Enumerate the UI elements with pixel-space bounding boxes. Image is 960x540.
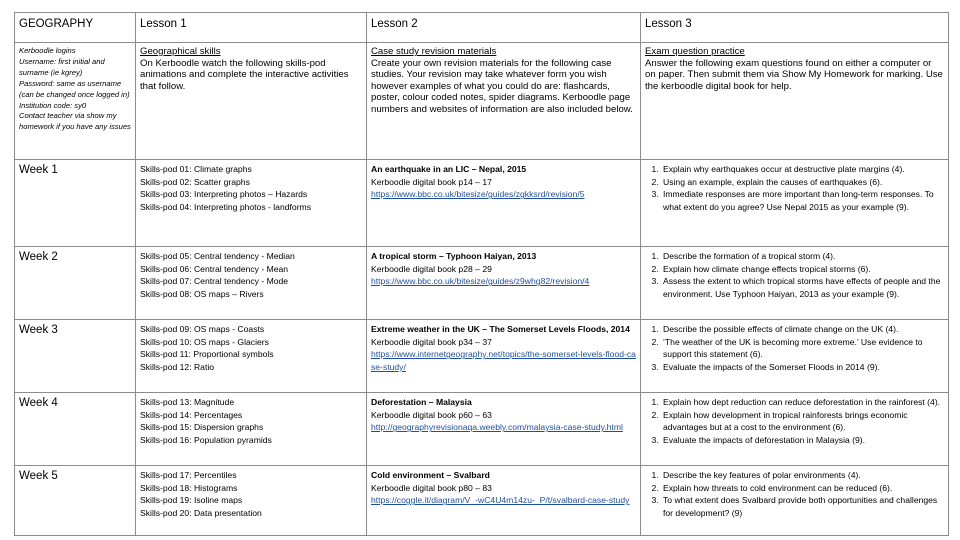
lesson-2-intro [367,43,641,160]
case-study-title: Extreme weather in the UK – The Somerset Levels Floods, 2014 [371,324,630,334]
case-study [367,320,641,393]
case-study-link[interactable]: https://www.bbc.co.uk/bitesize/guides/zgkksrd/revision/5 [371,189,585,200]
lesson-1-intro [136,43,367,160]
week-row [15,320,949,393]
lesson-3-intro [641,43,949,160]
case-study-title: An earthquake in an LIC – Nepal, 2015 [371,164,527,174]
week-row [15,466,949,536]
case-study-title: Deforestation – Malaysia [371,397,472,407]
skills-item: Skills-pod 20: Data presentation [140,507,262,518]
week-label: Week 5 [15,466,136,536]
exam-questions [641,320,949,393]
intro-row [15,43,949,160]
exam-question: 3. Evaluate the impacts of the Somerset Floods in 2014 (9). [661,361,944,374]
lesson-3-desc: Answer the following exam questions found on either a computer or on paper. Then submit them via Show My Homework for marking. Use the kerboodle digital book for help. [645,57,943,92]
exam-question: 1. Describe the key features of polar environments (4). [661,469,944,482]
skills-item: Skills-pod 15: Dispersion graphs [140,422,264,433]
exam-question: 3. To what extent does Svalbard provide both opportunities and challenges for development? (9) [661,494,944,519]
skills-item: Skills-pod 02: Scatter graphs [140,176,250,187]
exam-questions [641,393,949,466]
skills-item: Skills-pod 03: Interpreting photos – Hazards [140,189,308,200]
exam-question: 2. ‘The weather of the UK is becoming more extreme.’ Use evidence to support this statement (6). [661,336,944,361]
exam-question: 1. Explain how dept reduction can reduce deforestation in the rainforest (4). [661,396,944,409]
exam-question: 2. Explain how threats to cold environment can be reduced (6). [661,482,944,495]
exam-questions [641,160,949,247]
skills-item: Skills-pod 05: Central tendency - Median [140,251,295,261]
case-study-link[interactable]: https://www.bbc.co.uk/bitesize/guides/z9whg82/revision/4 [371,276,590,287]
week-label: Week 2 [15,247,136,320]
lesson-2-heading: Lesson 2 [367,13,641,43]
week-label: Week 4 [15,393,136,466]
skills-item: Skills-pod 12: Ratio [140,361,215,372]
logins-line: Username: first initial and surname (ie kgrey) [19,56,105,77]
lesson-1-title: Geographical skills [140,46,221,57]
logins-line: Password: same as username (can be changed once logged in) [19,78,130,99]
case-study-link[interactable]: https://coggle.it/diagram/V_-wC4U4m14zu-_P/t/svalbard-case-study [371,495,630,506]
exam-question: 1. Explain why earthquakes occur at destructive plate margins (4). [661,163,944,176]
case-study [367,160,641,247]
skills-item: Skills-pod 18: Histograms [140,482,238,493]
lesson-2-desc: Create your own revision materials for the following case studies. Your revision may take whatever form you wish however examples of what you could do are: flashcards, poster, colour coded notes, spider diagrams. Kerboodle page numbers and websites of information are also included below. [371,57,633,115]
case-study [367,393,641,466]
week-row [15,247,949,320]
logins-line: Institution code: sy0 [19,100,87,110]
case-study-link[interactable]: http://geographyrevisionaqa.weebly.com/malaysia-case-study.html [371,422,623,433]
exam-question: 2. Explain how climate change effects tropical storms (6). [661,263,944,276]
logins-line: Contact teacher via show my homework if you have any issues [19,111,131,132]
case-study-book: Kerboodle digital book p80 – 83 [371,482,492,493]
skills-list [136,466,367,536]
case-study-book: Kerboodle digital book p14 – 17 [371,176,492,187]
week-label: Week 3 [15,320,136,393]
exam-questions [641,247,949,320]
exam-question: 1. Describe the formation of a tropical storm (4). [661,250,944,263]
skills-item: Skills-pod 07: Central tendency - Mode [140,276,289,287]
exam-question: 3. Immediate responses are more important than long-term responses. To what extent do you agree? Use Nepal 2015 as your example (9). [661,188,944,213]
skills-item: Skills-pod 11: Proportional symbols [140,349,274,360]
case-study-link[interactable]: https://www.internetgeography.net/topics/the-somerset-levels-flood-case-study/ [371,349,636,372]
header-row [15,13,949,43]
case-study-title: Cold environment – Svalbard [371,470,490,480]
skills-item: Skills-pod 10: OS maps - Glaciers [140,336,269,347]
logins-line: Kerboodle logins [19,46,76,55]
subject-title: GEOGRAPHY [15,13,136,43]
case-study-book: Kerboodle digital book p34 – 37 [371,336,492,347]
lesson-2-title: Case study revision materials [371,46,497,57]
skills-item: Skills-pod 14: Percentages [140,409,243,420]
week-row [15,393,949,466]
lesson-1-desc: On Kerboodle watch the following skills-pod animations and complete the interactive activities that follow. [140,57,349,92]
skills-list [136,247,367,320]
case-study [367,247,641,320]
exam-question: 2. Using an example, explain the causes of earthquakes (6). [661,176,944,189]
case-study-title: A tropical storm – Typhoon Haiyan, 2013 [371,251,537,261]
skills-item: Skills-pod 13: Magnitude [140,397,235,407]
homework-table [14,12,949,536]
exam-question: 3. Evaluate the impacts of deforestation in Malaysia (9). [661,434,944,447]
skills-list [136,393,367,466]
skills-item: Skills-pod 16: Population pyramids [140,434,272,445]
skills-item: Skills-pod 08: OS maps – Rivers [140,288,264,299]
exam-question: 1. Describe the possible effects of climate change on the UK (4). [661,323,944,336]
week-label: Week 1 [15,160,136,247]
skills-list [136,320,367,393]
skills-item: Skills-pod 04: Interpreting photos - landforms [140,201,312,212]
skills-item: Skills-pod 01: Climate graphs [140,164,252,174]
case-study-book: Kerboodle digital book p28 – 29 [371,263,492,274]
skills-item: Skills-pod 06: Central tendency - Mean [140,263,289,274]
skills-list [136,160,367,247]
skills-item: Skills-pod 17: Percentiles [140,470,237,480]
lesson-3-heading: Lesson 3 [641,13,949,43]
kerboodle-logins [15,43,136,160]
exam-questions [641,466,949,536]
skills-item: Skills-pod 09: OS maps - Coasts [140,324,265,334]
skills-item: Skills-pod 19: Isoline maps [140,495,243,506]
week-row [15,160,949,247]
case-study-book: Kerboodle digital book p60 – 63 [371,409,492,420]
case-study [367,466,641,536]
lesson-3-title: Exam question practice [645,46,745,57]
lesson-1-heading: Lesson 1 [136,13,367,43]
exam-question: 3. Assess the extent to which tropical storms have effects of people and the environment. Use Typhoon Haiyan, 2013 as your example (9). [661,275,944,300]
exam-question: 2. Explain how development in tropical rainforests brings economic advantages but at a cost to the environment (6). [661,409,944,434]
